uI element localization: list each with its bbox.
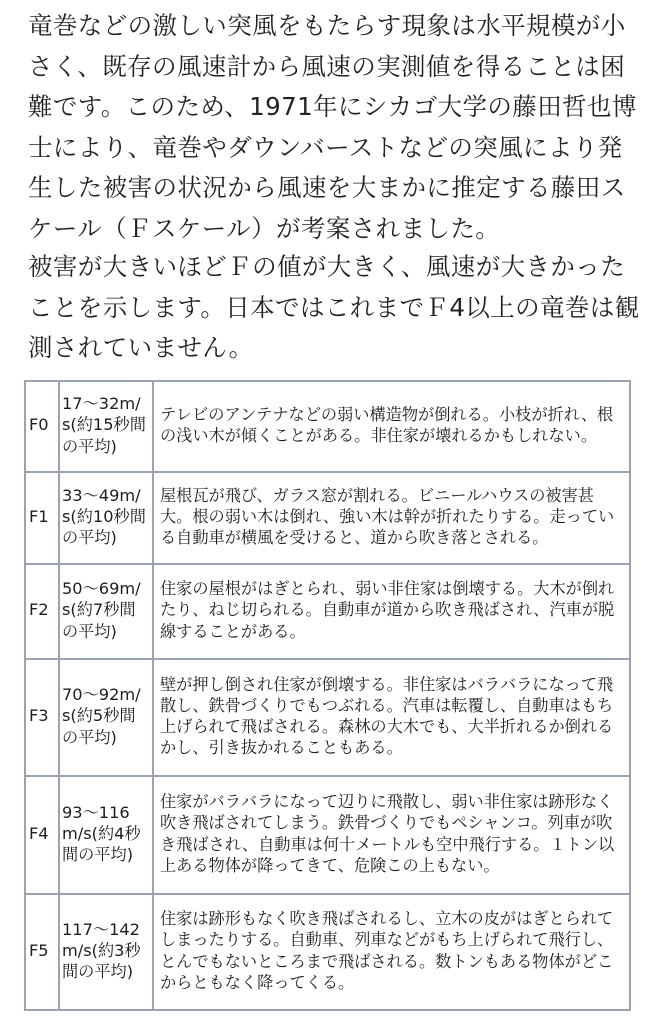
table-row (25, 381, 630, 472)
damage-description-cell: テレビのアンテナなどの弱い構造物が倒れる。小枝が折れ、根の浅い木が傾くことがある。非住家が壊れるかもしれない。 (153, 381, 630, 472)
intro-paragraph: 竜巻などの激しい突風をもたらす現象は水平規模が小さく、既存の風速計から風速の実測値を得ることは困難です。このため、1971年にシカゴ大学の藤田哲也博士により、竜巻やダウンバーストなどの突風により発生した被害の状況から風速を大まかに推定する藤田スケール（Ｆスケール）が考案されました。 (28, 11, 637, 243)
grade-cell: F4 (25, 776, 59, 894)
wind-speed-cell: 70〜92m/s(約5秒間の平均) (59, 659, 153, 776)
grade-cell: F2 (25, 564, 59, 659)
wind-speed-cell: 50〜69m/s(約7秒間の平均) (59, 564, 153, 659)
table-row (25, 894, 630, 1010)
grade-cell: F3 (25, 659, 59, 776)
table-row (25, 776, 630, 894)
damage-description-cell: 住家は跡形もなく吹き飛ばされるし、立木の皮がはぎとられてしまったりする。自動車、列車などがもち上げられて飛行し、とんでもないところまで飛ばされる。数トンもある物体がどこからともなく降ってくる。 (153, 894, 630, 1010)
damage-description-cell: 住家の屋根がはぎとられ、弱い非住家は倒壊する。大木が倒れたり、ねじ切られる。自動車が道から吹き飛ばされ、汽車が脱線することがある。 (153, 564, 630, 659)
table-row (25, 564, 630, 659)
grade-cell: F0 (25, 381, 59, 472)
wind-speed-cell: 33〜49m/s(約10秒間の平均) (59, 472, 153, 564)
damage-description-cell: 屋根瓦が飛び、ガラス窓が割れる。ビニールハウスの被害甚大。根の弱い木は倒れ、強い木は幹が折れたりする。走っている自動車が横風を受けると、道から吹き落とされる。 (153, 472, 630, 564)
explanation-paragraph: 被害が大きいほどＦの値が大きく、風速が大きかったことを示します。日本ではこれまでＦ4以上の竜巻は観測されていません。 (28, 252, 640, 362)
article-body (28, 6, 640, 369)
grade-cell: F1 (25, 472, 59, 564)
grade-cell: F5 (25, 894, 59, 1010)
wind-speed-cell: 93〜116m/s(約4秒間の平均) (59, 776, 153, 894)
fujita-scale-table (24, 380, 631, 1011)
damage-description-cell: 壁が押し倒され住家が倒壊する。非住家はバラバラになって飛散し、鉄骨づくりでもつぶれる。汽車は転覆し、自動車はもち上げられて飛ばされる。森林の大木でも、大半折れるか倒れるかし、引き抜かれることもある。 (153, 659, 630, 776)
wind-speed-cell: 117〜142m/s(約3秒間の平均) (59, 894, 153, 1010)
damage-description-cell: 住家がバラバラになって辺りに飛散し、弱い非住家は跡形なく吹き飛ばされてしまう。鉄骨づくりでもペシャンコ。列車が吹き飛ばされ、自動車は何十メートルも空中飛行する。１トン以上ある物体が降ってきて、危険この上もない。 (153, 776, 630, 894)
wind-speed-cell: 17〜32m/s(約15秒間の平均) (59, 381, 153, 472)
table-row (25, 659, 630, 776)
table-row (25, 472, 630, 564)
